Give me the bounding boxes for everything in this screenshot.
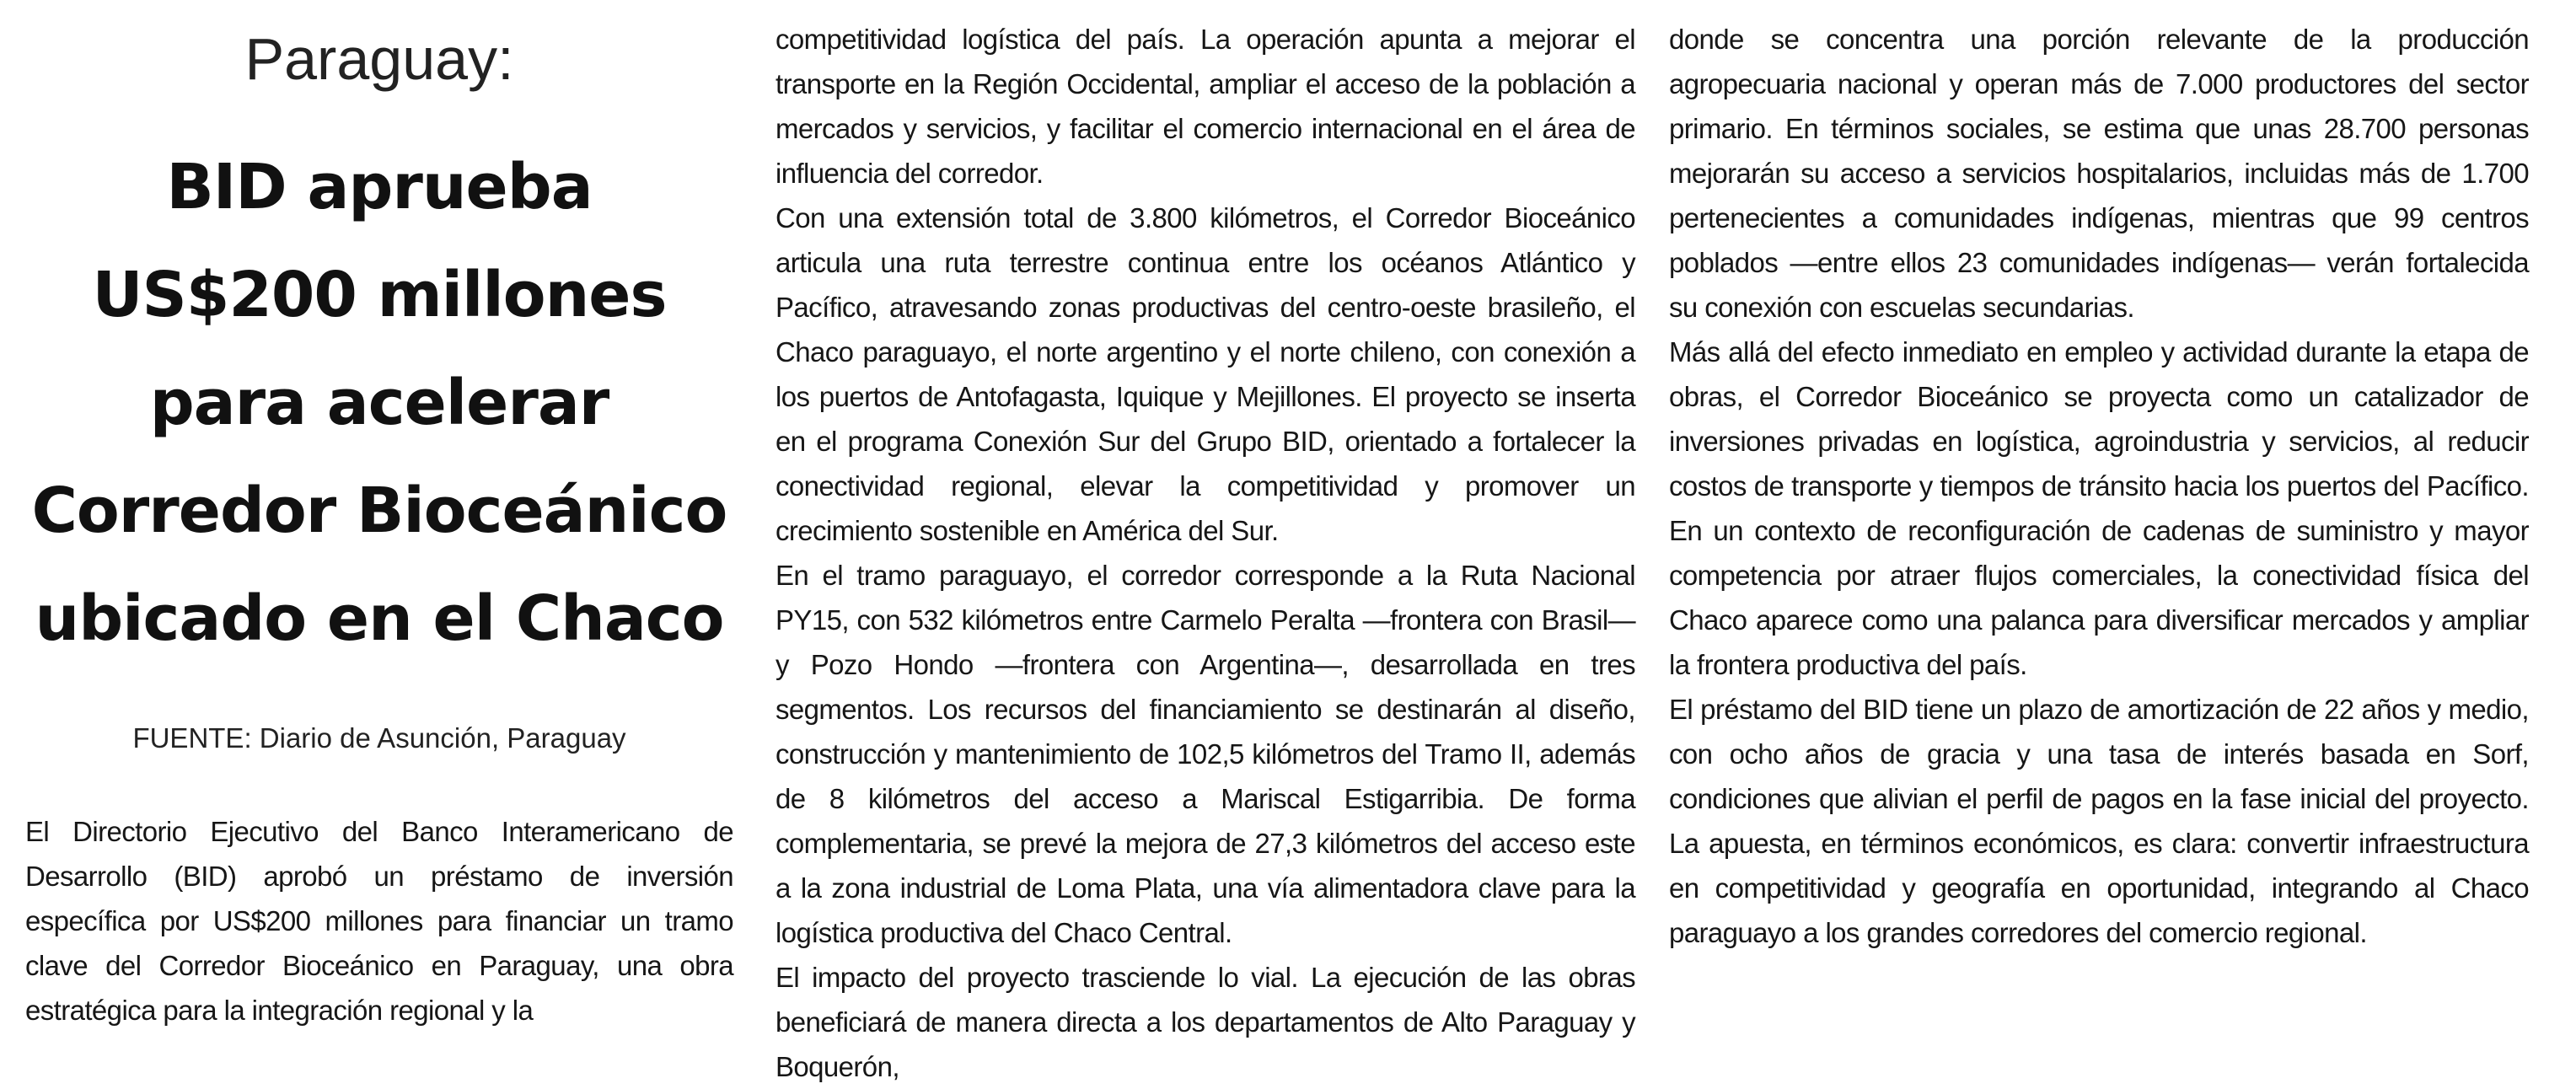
paragraph-3: Con una extensión total de 3.800 kilómetros, el Corredor Bioceánico articula una ruta terrestre continua entre los océanos Atlántico y Pacífico, atravesando zonas productivas del centro-oeste brasileño, el Chaco paraguayo, el norte argentino y el norte chileno, con conexión a los puertos de Antofagasta, Iquique y Mejillones. El proyecto se inserta en el programa Conexión Sur del Grupo BID, orientado a fortalecer la conectividad regional, elevar la competitividad y promover un crecimiento sostenible en América del Sur. bbox=[775, 202, 1635, 546]
paragraph-4: En el tramo paraguayo, el corredor corresponde a la Ruta Nacional PY15, con 532 kilómetros entre Carmelo Peralta —frontera con Brasil— y Pozo Hondo —frontera con Argentina—, desarrollada en tres segmentos. Los recursos del financiamiento se destinarán al diseño, construcción y mantenimiento de 102,5 kilómetros del Tramo II, además de 8 kilómetros del acceso a Mariscal Estigarribia. De forma complementaria, se prevé la mejora de 27,3 kilómetros del acceso este a la zona industrial de Loma Plata, una vía alimentadora clave para la logística productiva del Chaco Central. bbox=[775, 560, 1635, 948]
article-kicker: Paraguay: bbox=[244, 26, 514, 92]
article-headline: BID aprueba US$200 millones para acelerar Corredor Bioceánico ubicado en el Chaco bbox=[31, 151, 727, 655]
paragraph-5: El impacto del proyecto trasciende lo vial. La ejecución de las obras beneficiará de manera directa a los departamentos de Alto Paraguay y Boquerón, bbox=[775, 962, 1635, 1082]
paragraph-8: El préstamo del BID tiene un plazo de amortización de 22 años y medio, con ocho años de gracia y una tasa de interés basada en Sorf, condiciones que alivian el perfil de pagos en la fase inicial del proyecto. La apuesta, en términos económicos, es clara: convertir infraestructura en competitividad y geografía en oportunidad, integrando al Chaco paraguayo a los grandes corredores del comercio regional. bbox=[1669, 694, 2529, 948]
article-source: FUENTE: Diario de Asunción, Paraguay bbox=[132, 722, 626, 754]
left-column bbox=[25, 0, 733, 1033]
paragraph-1: El Directorio Ejecutivo del Banco Interamericano de Desarrollo (BID) aprobó un préstamo de inversión específica por US$200 millones para financiar un tramo clave del Corredor Bioceánico en Paraguay, una obra estratégica para la integración regional y la bbox=[25, 816, 733, 1026]
paragraph-7: Más allá del efecto inmediato en empleo y actividad durante la etapa de obras, el Corredor Bioceánico se proyecta como un catalizador de inversiones privadas en logística, agroindustria y servicios, al reducir costos de transporte y tiempos de tránsito hacia los puertos del Pacífico. En un contexto de reconfiguración de cadenas de suministro y mayor competencia por atraer flujos comerciales, la conectividad física del Chaco aparece como una palanca para diversificar mercados y ampliar la frontera productiva del país. bbox=[1669, 336, 2529, 680]
paragraph-2: competitividad logística del país. La operación apunta a mejorar el transporte en la Región Occidental, ampliar el acceso de la población a mercados y servicios, y facilitar el comercio internacional en el área de influencia del corredor. bbox=[775, 24, 1635, 189]
right-column bbox=[1669, 17, 2529, 955]
middle-column bbox=[775, 17, 1635, 1089]
paragraph-6: donde se concentra una porción relevante de la producción agropecuaria nacional y operan más de 7.000 productores del sector primario. En términos sociales, se estima que unas 28.700 personas mejorarán su acceso a servicios hospitalarios, incluidas más de 1.700 pertenecientes a comunidades indígenas, mientras que 99 centros poblados —entre ellos 23 comunidades indígenas— verán fortalecida su conexión con escuelas secundarias. bbox=[1669, 24, 2529, 323]
